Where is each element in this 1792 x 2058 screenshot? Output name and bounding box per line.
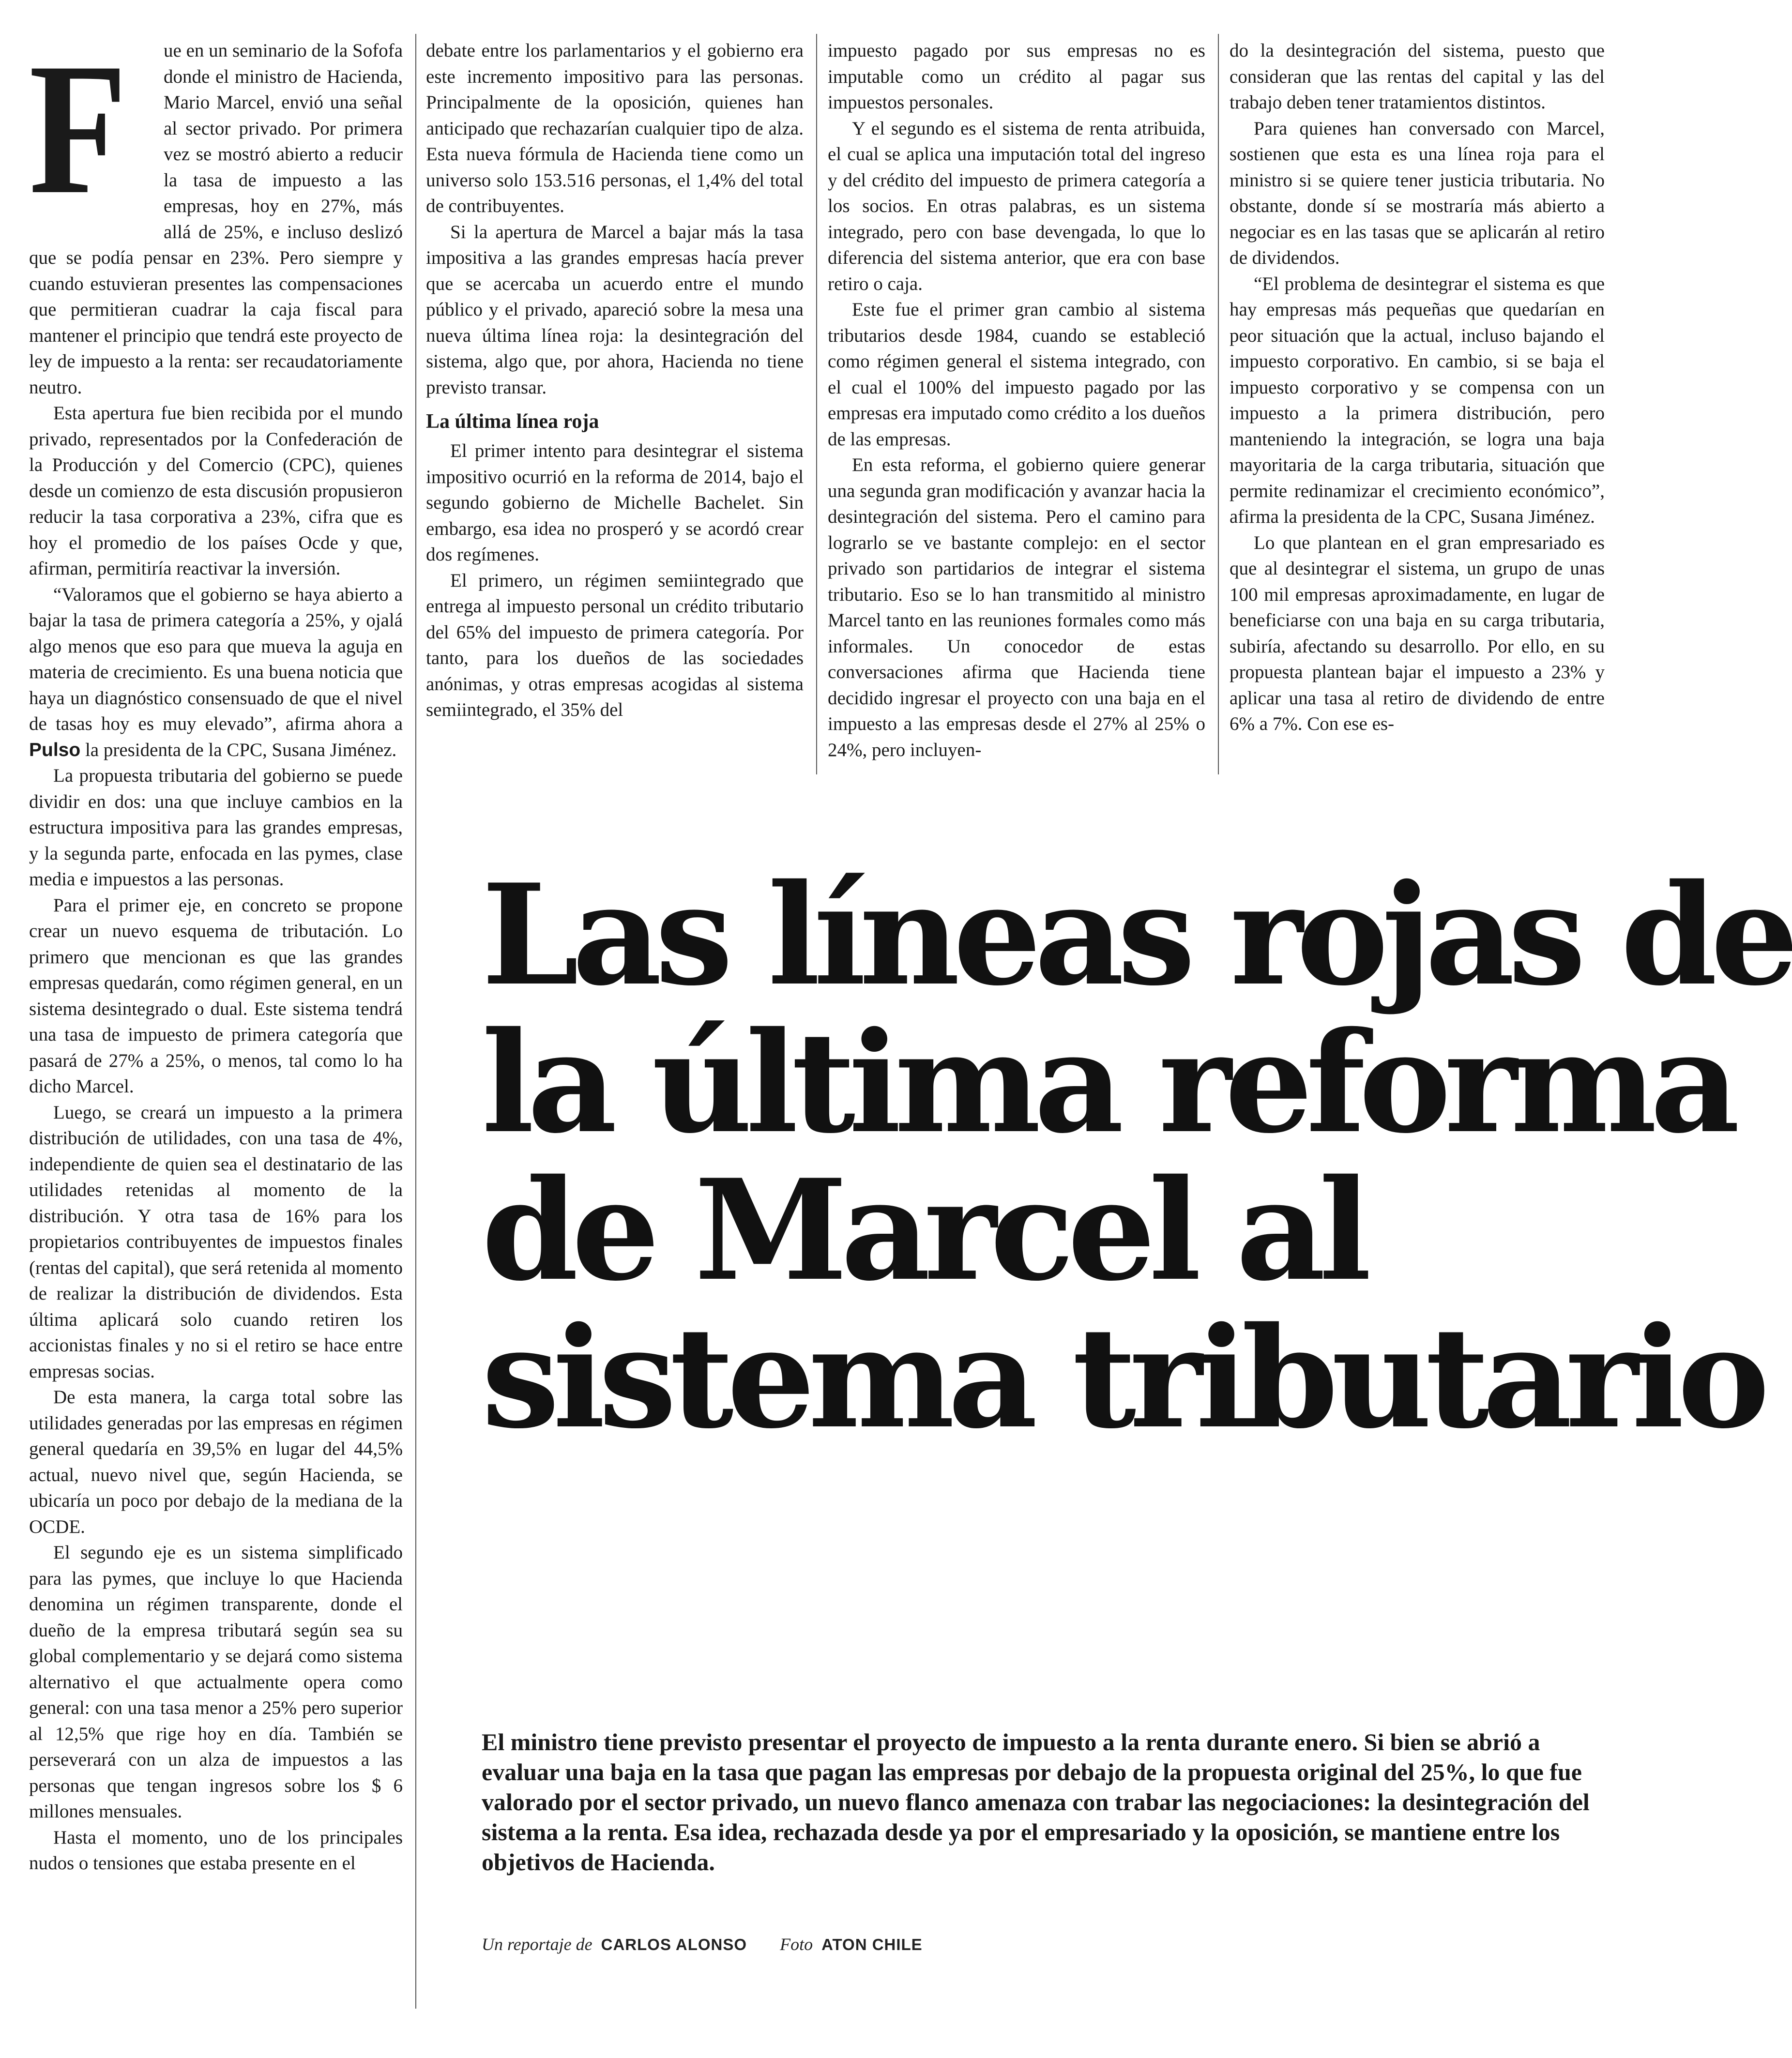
paragraph: do la desintegración del sistema, puesto que consideran que las rentas del capital y las del trabajo deben tener tratamientos distintos. [1230, 40, 1605, 113]
photo-label: Foto [780, 1935, 813, 1954]
paragraph: Esta apertura fue bien recibida por el mundo privado, representados por la Confederación de la Producción y del Comercio (CPC), quienes desde un comienzo de esta discusión propusieron reducir la tasa corporativa a 23%, cifra que es hoy el promedio de los países Ocde y que, afirman, permitiría reactivar la inversión. [29, 403, 403, 579]
headline-line: Las líneas rojas de [482, 854, 1792, 1016]
paragraph: “El problema de desintegrar el sistema es que hay empresas más pequeñas que quedarían en peor situación que la actual, incluso bajando el impuesto corporativo. En cambio, si se baja el impuesto corporativo y se compensa con un impuesto a la primera distribución, pero manteniendo la integración, se logra una baja mayoritaria de la carga tributaria, situación que permite redinamizar el crecimiento económico”, afirma la presidenta de la CPC, Susana Jiménez. [1230, 273, 1605, 527]
paragraph: impuesto pagado por sus empresas no es imputable como un crédito al pagar sus impuestos personales. [828, 40, 1205, 113]
paragraph-quote: “Valoramos que el gobierno se haya abierto a bajar la tasa de primera categoría a 25%, y ojalá algo menos que eso para que mueva la aguja en materia de crecimiento. Es una buena noticia que haya un diagnóstico consensuado de que el nivel de tasas hoy es muy elevado”, afirma ahora a Pulso la presidenta de la CPC, Susana Jiménez. [29, 584, 403, 760]
column-rule-2 [816, 34, 817, 774]
paragraph: Hasta el momento, uno de los principales nudos o tensiones que estaba presente en el [29, 1827, 403, 1874]
byline [482, 1934, 923, 1954]
lead-paragraph: El ministro tiene previsto presentar el proyecto de impuesto a la renta durante enero. Si bien se abrió a evaluar una baja en la tasa que pagan las empresas por debajo de la propuesta original del 25%, lo que fue valorado por el sector privado, un nuevo flanco amenaza con trabar las negociaciones: la desintegración del sistema a la renta. Esa idea, rechazada desde ya por el empresariado y la oposición, se mantiene entre los objetivos de Hacienda. [482, 1728, 1590, 1876]
paragraph: Si la apertura de Marcel a bajar más la tasa impositiva a las grandes empresas hacía prever que se acercaba un acuerdo entre el mundo público y el privado, apareció sobre la mesa una nueva última línea roja: la desintegración del sistema, algo que, por ahora, Hacienda no tiene previsto transar. [426, 221, 804, 398]
paragraph: La propuesta tributaria del gobierno se puede dividir en dos: una que incluye cambios en la estructura impositiva para las grandes empresas, y la segunda parte, enfocada en las pymes, clase media e impuestos a las personas. [29, 765, 403, 890]
author-name: CARLOS ALONSO [601, 1936, 747, 1953]
headline-line: la última reforma [482, 1001, 1733, 1164]
paragraph: El primer intento para desintegrar el sistema impositivo ocurrió en la reforma de 2014, bajo el segundo gobierno de Michelle Bachelet. Sin embargo, esa idea no prosperó y se acordó crear dos regímenes. [426, 440, 804, 565]
paragraph: Para quienes han conversado con Marcel, sostienen que esta es una línea roja para el ministro si se quiere tener justicia tributaria. No obstante, donde sí se mostraría más abierto a negociar es en las tasas que se aplicarán al retiro de dividendos. [1230, 118, 1605, 268]
photographer-name: ATON CHILE [821, 1936, 923, 1953]
paragraph: Para el primer eje, en concreto se propone crear un nuevo esquema de tributación. Lo primero que mencionan es que las grandes empresas quedarán, como régimen general, en un sistema desintegrado o dual. Este sistema tendrá una tasa de impuesto de primera categoría que pasará de 27% a 25%, o menos, tal como lo ha dicho Marcel. [29, 894, 403, 1097]
subheading: La última línea roja [426, 410, 599, 433]
paragraph: El primero, un régimen semiintegrado que entrega al impuesto personal un crédito tributario del 65% del impuesto de primera categoría. Por tanto, para los dueños de las sociedades anónimas, y otras empresas acogidas al sistema semiintegrado, el 35% del [426, 570, 804, 720]
column-rule-1 [415, 34, 416, 2009]
paragraph: El segundo eje es un sistema simplificado para las pymes, que incluye lo que Hacienda denomina un régimen transparente, donde el dueño de la empresa tributará según sea su global complementario y se dejará como sistema alternativo el que actualmente opera como general: con una tasa menor a 25% pero superior al 12,5% que rige hoy en día. También se perseverará con un alza de impuestos a las personas que tengan ingresos sobre los $ 6 millones mensuales. [29, 1542, 403, 1822]
byline-label: Un reportaje de [482, 1935, 592, 1954]
drop-cap: F [29, 24, 127, 233]
article-column-4 [1230, 38, 1605, 807]
paragraph: Este fue el primer gran cambio al sistema tributarios desde 1984, cuando se estableció como régimen general el sistema integrado, con el cual el 100% del impuesto pagado por las empresas era imputado como crédito a los dueños de las empresas. [828, 299, 1205, 450]
paragraph: debate entre los parlamentarios y el gobierno era este incremento impositivo para las personas. Principalmente de la oposición, quienes han anticipado que rechazarían cualquier tipo de alza. Esta nueva fórmula de Hacienda tiene como un universo solo 153.516 personas, el 1,4% del total de contribuyentes. [426, 40, 804, 216]
paragraph: En esta reforma, el gobierno quiere generar una segunda gran modificación y avanzar hacia la desintegración del sistema. Pero el camino para lograrlo se ve bastante complejo: en el sector privado son partidarios de integrar el sistema tributario. Eso se lo han transmitido al ministro Marcel tanto en las reuniones formales como más informales. Un conocedor de estas conversaciones afirma que Hacienda tiene decidido ingresar el proyecto con una baja en el impuesto a las empresas desde el 27% al 25% o 24%, pero incluyen- [828, 454, 1205, 760]
paragraph: Luego, se creará un impuesto a la primera distribución de utilidades, con una tasa de 4%, independiente de quien sea el destinatario de las utilidades retenidas al momento de la distribución. Y otra tasa de 16% para los propietarios contribuyentes de impuestos finales (rentas del capital), que será retenida al momento de realizar la distribución de dividendos. Esta última aplicará solo cuando retiren los accionistas finales y no si el retiro se hace entre empresas socias. [29, 1102, 403, 1382]
paragraph: De esta manera, la carga total sobre las utilidades generadas por las empresas en régimen general quedaría en 39,5% en lugar del 44,5% actual, nuevo nivel que, según Hacienda, se ubicaría un poco por debajo de la mediana de la OCDE. [29, 1387, 403, 1537]
headline-line: de Marcel al [482, 1149, 1365, 1312]
article-column-2 [426, 38, 804, 807]
article-column-3 [828, 38, 1205, 807]
paragraph: Lo que plantean en el gran empresariado es que al desintegrar el sistema, un grupo de unas 100 mil empresas aproximadamente, en lugar de beneficiarse con una baja en su carga tributaria, subiría, afectando su desarrollo. Por ello, en su propuesta plantean bajar el impuesto a 23% y aplicar una tasa al retiro de dividendo de entre 6% a 7%. Con ese es- [1230, 532, 1605, 734]
column-rule-3 [1218, 34, 1219, 774]
headline [482, 854, 1792, 1459]
paragraph: ue en un seminario de la Sofofa donde el ministro de Hacienda, Mario Marcel, envió una señal al sector privado. Por primera vez se mostró abierto a reducir la tasa de impuesto a las empresas, hoy en 27%, más allá de 25%, e incluso deslizó que se podía pensar en 23%. Pero siempre y cuando estuvieran presentes las compensaciones que permitieran cuadrar la caja fiscal para mantener el principio que tendrá este proyecto de ley de impuesto a la renta: ser recaudatoriamente neutro. [29, 40, 403, 398]
publication-name: Pulso [29, 739, 81, 760]
article-column-1 [29, 24, 403, 2058]
headline-line: sistema tributario [482, 1297, 1763, 1459]
paragraph: Y el segundo es el sistema de renta atribuida, el cual se aplica una imputación total del ingreso y del crédito del impuesto de primera categoría a los socios. En otras palabras, es un sistema integrado, pero con base devengada, lo que lo diferencia del sistema anterior, que era con base retiro o caja. [828, 118, 1205, 294]
